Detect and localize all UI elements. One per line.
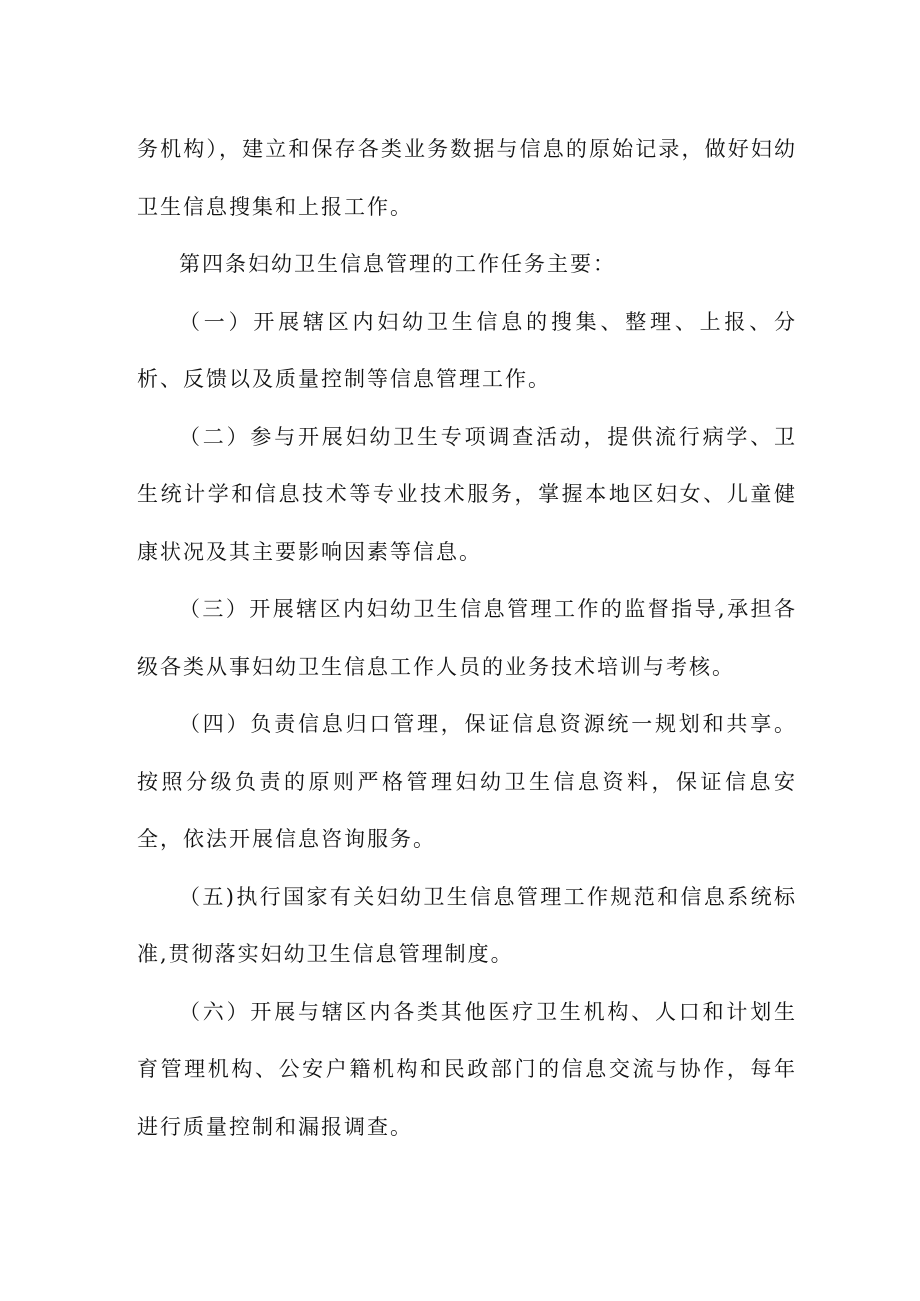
paragraph-continuation: 务机构），建立和保存各类业务数据与信息的原始记录，做好妇幼卫生信息搜集和上报工作。	[137, 137, 797, 219]
paragraph-item-one: （一）开展辖区内妇幼卫生信息的搜集、整理、上报、分析、反馈以及质量控制等信息管理工作。	[137, 309, 797, 391]
paragraph-item-four: （四）负责信息归口管理，保证信息资源统一规划和共享。按照分级负责的原则严格管理妇幼卫生信息资料，保证信息安全，依法开展信息咨询服务。	[137, 712, 797, 851]
paragraph-item-six: （六）开展与辖区内各类其他医疗卫生机构、人口和计划生育管理机构、公安户籍机构和民政部门的信息交流与协作，每年进行质量控制和漏报调查。	[137, 999, 797, 1139]
paragraph-item-five: （五)执行国家有关妇幼卫生信息管理工作规范和信息系统标准,贯彻落实妇幼卫生信息管理制度。	[137, 884, 797, 966]
document-body	[137, 121, 797, 1156]
paragraph-item-two: （二）参与开展妇幼卫生专项调查活动，提供流行病学、卫生统计学和信息技术等专业技术服务，掌握本地区妇女、儿童健康状况及其主要影响因素等信息。	[137, 424, 797, 564]
paragraph-article-four: 第四条妇幼卫生信息管理的工作任务主要：	[179, 252, 616, 276]
paragraph-item-three: （三）开展辖区内妇幼卫生信息管理工作的监督指导,承担各级各类从事妇幼卫生信息工作人员的业务技术培训与考核。	[137, 597, 797, 679]
